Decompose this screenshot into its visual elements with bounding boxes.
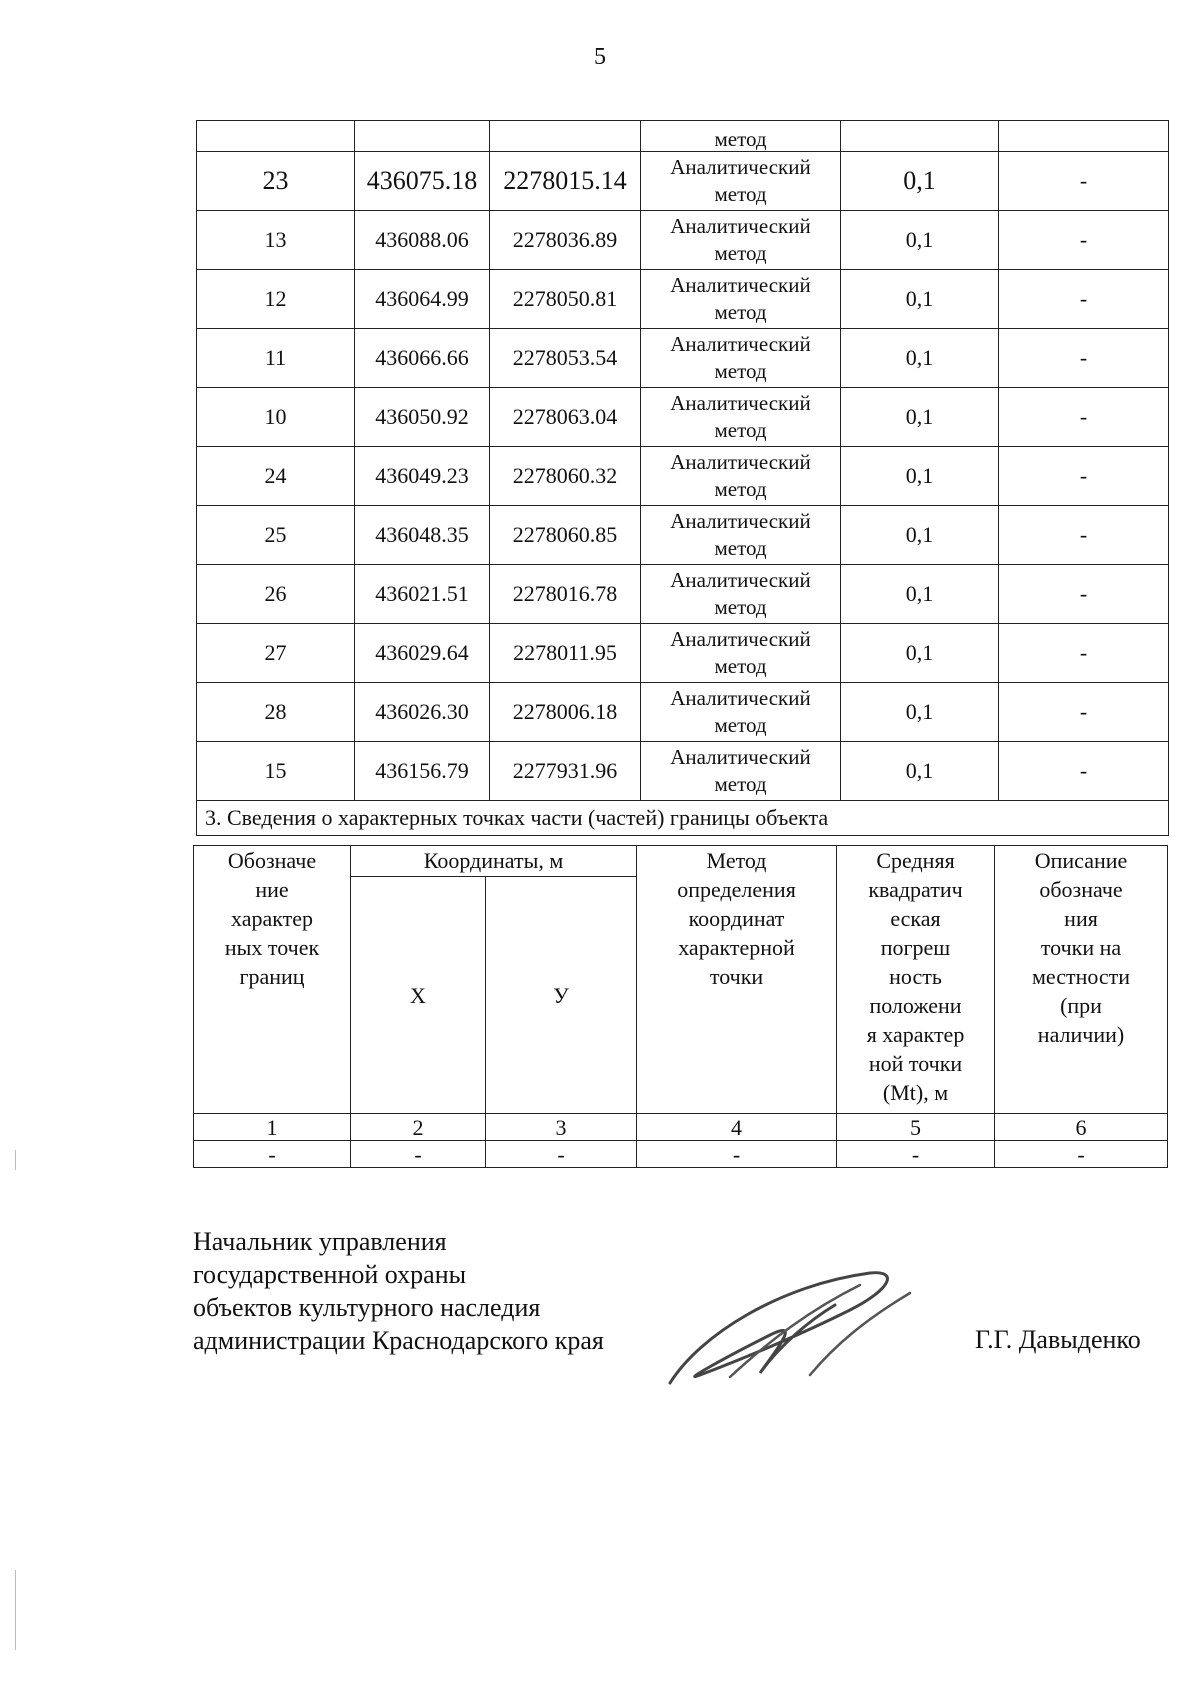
method-line: метод xyxy=(714,713,767,737)
y-cell: 2278011.95 xyxy=(490,624,641,683)
y-cell: 2278016.78 xyxy=(490,565,641,624)
method-line: Аналитический xyxy=(670,273,811,297)
continuation-row xyxy=(197,121,1169,152)
method-line: Аналитический xyxy=(670,686,811,710)
mt-cell: 0,1 xyxy=(841,742,999,801)
method-cell xyxy=(641,447,841,506)
x-cell: 436029.64 xyxy=(355,624,490,683)
y-cell: 2278006.18 xyxy=(490,683,641,742)
mt-cell: 0,1 xyxy=(841,388,999,447)
method-line: Аналитический xyxy=(670,509,811,533)
method-line: Аналитический xyxy=(670,745,811,769)
col-number: 1 xyxy=(194,1114,351,1141)
signer-title-line: Начальник управления xyxy=(193,1227,447,1256)
y-cell: 2278036.89 xyxy=(490,211,641,270)
x-cell: 436049.23 xyxy=(355,447,490,506)
method-line: Аналитический xyxy=(670,627,811,651)
x-cell: 436066.66 xyxy=(355,329,490,388)
method-cell xyxy=(641,329,841,388)
method-line: метод xyxy=(714,595,767,619)
page-number: 5 xyxy=(594,44,606,70)
method-cell: метод xyxy=(641,121,841,152)
method-line: метод xyxy=(714,241,767,265)
description-cell: - xyxy=(999,683,1169,742)
col-number: 5 xyxy=(837,1114,995,1141)
mt-cell: 0,1 xyxy=(841,565,999,624)
y-cell: 2278063.04 xyxy=(490,388,641,447)
point-cell: 13 xyxy=(197,211,355,270)
col-number: 3 xyxy=(486,1114,637,1141)
description-cell: - xyxy=(999,447,1169,506)
mt-cell: 0,1 xyxy=(841,270,999,329)
description-cell: - xyxy=(999,742,1169,801)
header-x: X xyxy=(351,877,486,1114)
point-cell: 28 xyxy=(197,683,355,742)
header-description: Описание обозначе ния точки на местности (при наличии) xyxy=(995,846,1168,1114)
point-cell: 23 xyxy=(197,152,355,211)
x-cell: 436026.30 xyxy=(355,683,490,742)
signature-block xyxy=(193,1225,604,1357)
mt-cell: 0,1 xyxy=(841,624,999,683)
method-line: метод xyxy=(714,654,767,678)
coordinate-row xyxy=(197,506,1169,565)
point-cell: 11 xyxy=(197,329,355,388)
header-coordinates: Координаты, м xyxy=(351,846,637,877)
method-cell xyxy=(641,624,841,683)
method-line: Аналитический xyxy=(670,332,811,356)
description-cell: - xyxy=(999,388,1169,447)
method-cell xyxy=(641,565,841,624)
mt-cell: 0,1 xyxy=(841,152,999,211)
method-line: метод xyxy=(714,772,767,796)
column-numbers-row xyxy=(194,1114,1168,1141)
y-cell: 2278060.85 xyxy=(490,506,641,565)
header-mean-square-error: Средняя квадратич еская погреш ность положени я характер ной точки (Mt), м xyxy=(837,846,995,1114)
method-cell xyxy=(641,388,841,447)
coordinates-table xyxy=(196,120,1169,836)
scan-artifact xyxy=(15,1570,16,1650)
empty-data-row xyxy=(194,1141,1168,1168)
mt-cell: 0,1 xyxy=(841,683,999,742)
mt-cell: 0,1 xyxy=(841,506,999,565)
coordinate-row xyxy=(197,624,1169,683)
empty-cell: - xyxy=(486,1141,637,1168)
col-number: 6 xyxy=(995,1114,1168,1141)
empty-cell: - xyxy=(837,1141,995,1168)
coordinate-row xyxy=(197,742,1169,801)
col-number: 4 xyxy=(637,1114,837,1141)
method-line: метод xyxy=(714,477,767,501)
method-line: Аналитический xyxy=(670,214,811,238)
description-cell: - xyxy=(999,506,1169,565)
method-line: метод xyxy=(714,300,767,324)
header-y: У xyxy=(486,877,637,1114)
x-cell: 436021.51 xyxy=(355,565,490,624)
method-line: метод xyxy=(714,536,767,560)
point-cell: 15 xyxy=(197,742,355,801)
signer-title-line: администрации Краснодарского края xyxy=(193,1326,604,1355)
section3-title: 3. Сведения о характерных точках части (частей) границы объекта xyxy=(197,801,1169,836)
method-line: метод xyxy=(714,418,767,442)
coordinate-row xyxy=(197,388,1169,447)
method-line: Аналитический xyxy=(670,391,811,415)
coordinate-row xyxy=(197,152,1169,211)
signer-name: Г.Г. Давыденко xyxy=(975,1325,1141,1354)
y-cell: 2277931.96 xyxy=(490,742,641,801)
x-cell: 436048.35 xyxy=(355,506,490,565)
section3-table xyxy=(193,845,1168,1168)
method-cell xyxy=(641,683,841,742)
method-cell xyxy=(641,506,841,565)
x-cell: 436064.99 xyxy=(355,270,490,329)
header-method: Метод определения координат характерной точки xyxy=(637,846,837,1114)
description-cell: - xyxy=(999,152,1169,211)
x-cell: 436088.06 xyxy=(355,211,490,270)
coordinate-row xyxy=(197,683,1169,742)
x-cell: 436156.79 xyxy=(355,742,490,801)
x-cell: 436050.92 xyxy=(355,388,490,447)
method-cell xyxy=(641,211,841,270)
description-cell: - xyxy=(999,329,1169,388)
empty-cell: - xyxy=(637,1141,837,1168)
coordinate-row xyxy=(197,447,1169,506)
method-cell xyxy=(641,742,841,801)
y-cell: 2278053.54 xyxy=(490,329,641,388)
empty-cell: - xyxy=(194,1141,351,1168)
x-cell: 436075.18 xyxy=(355,152,490,211)
description-cell: - xyxy=(999,270,1169,329)
mt-cell: 0,1 xyxy=(841,211,999,270)
col-number: 2 xyxy=(351,1114,486,1141)
description-cell: - xyxy=(999,565,1169,624)
method-line: Аналитический xyxy=(670,450,811,474)
method-line: Аналитический xyxy=(670,568,811,592)
point-cell: 27 xyxy=(197,624,355,683)
method-line: Аналитический xyxy=(670,155,811,179)
method-line: метод xyxy=(714,182,767,206)
method-line: метод xyxy=(714,359,767,383)
y-cell: 2278015.14 xyxy=(490,152,641,211)
handwritten-signature xyxy=(660,1265,920,1395)
y-cell: 2278050.81 xyxy=(490,270,641,329)
point-cell: 24 xyxy=(197,447,355,506)
signer-title-line: государственной охраны xyxy=(193,1260,467,1289)
coordinate-row xyxy=(197,329,1169,388)
coordinate-row xyxy=(197,211,1169,270)
empty-cell: - xyxy=(995,1141,1168,1168)
coordinate-row xyxy=(197,270,1169,329)
y-cell: 2278060.32 xyxy=(490,447,641,506)
section3-title-row xyxy=(197,801,1169,836)
empty-cell: - xyxy=(351,1141,486,1168)
point-cell: 25 xyxy=(197,506,355,565)
mt-cell: 0,1 xyxy=(841,447,999,506)
description-cell: - xyxy=(999,211,1169,270)
description-cell: - xyxy=(999,624,1169,683)
signer-title-line: объектов культурного наследия xyxy=(193,1293,541,1322)
point-cell: 12 xyxy=(197,270,355,329)
method-cell xyxy=(641,152,841,211)
header-point-designation: Обозначе ние характер ных точек границ xyxy=(194,846,351,1114)
point-cell: 10 xyxy=(197,388,355,447)
mt-cell: 0,1 xyxy=(841,329,999,388)
point-cell: 26 xyxy=(197,565,355,624)
scan-artifact xyxy=(15,1150,16,1170)
coordinate-row xyxy=(197,565,1169,624)
method-cell xyxy=(641,270,841,329)
